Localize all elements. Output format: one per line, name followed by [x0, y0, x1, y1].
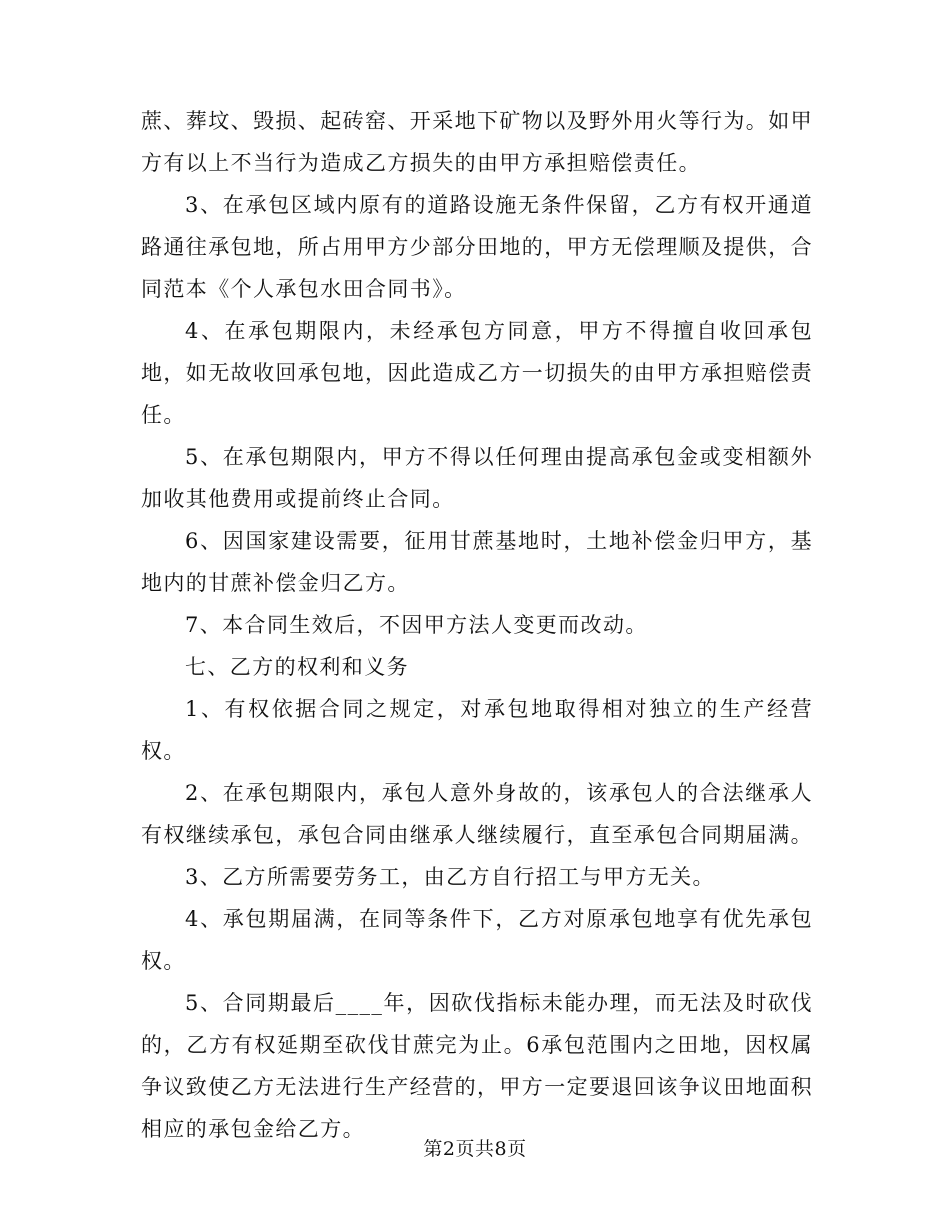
document-body [141, 100, 813, 1150]
paragraph-b-clause-5: 5、合同期最后____年，因砍伐指标未能办理，而无法及时砍伐的，乙方有权延期至砍伐甘蔗完为止。6承包范围内之田地，因权属争议致使乙方无法进行生产经营的，甲方一定要退回该争议田地面积相应的承包金给乙方。 [141, 991, 813, 1141]
paragraph-b-clause-1: 1、有权依据合同之规定，对承包地取得相对独立的生产经营权。 [141, 697, 813, 763]
paragraph-clause-5: 5、在承包期限内，甲方不得以任何理由提高承包金或变相额外加收其他费用或提前终止合同。 [141, 445, 813, 511]
paragraph-b-clause-2: 2、在承包期限内，承包人意外身故的，该承包人的合法继承人有权继续承包，承包合同由继承人继续履行，直至承包合同期届满。 [141, 781, 813, 847]
paragraph-b-clause-4: 4、承包期届满，在同等条件下，乙方对原承包地享有优先承包权。 [141, 907, 813, 973]
paragraph-b-clause-3: 3、乙方所需要劳务工，由乙方自行招工与甲方无关。 [185, 865, 715, 889]
page-number-footer: 第2页共8页 [423, 1138, 527, 1160]
paragraph-clause-6: 6、因国家建设需要，征用甘蔗基地时，土地补偿金归甲方，基地内的甘蔗补偿金归乙方。 [141, 529, 813, 595]
paragraph-clause-7: 7、本合同生效后，不因甲方法人变更而改动。 [185, 613, 648, 637]
paragraph-clause-3: 3、在承包区域内原有的道路设施无条件保留，乙方有权开通道路通往承包地，所占用甲方少部分田地的，甲方无偿理顺及提供，合同范本《个人承包水田合同书》。 [141, 193, 813, 301]
section-heading-party-b-rights: 七、乙方的权利和义务 [185, 655, 409, 679]
paragraph-clause-4: 4、在承包期限内，未经承包方同意，甲方不得擅自收回承包地，如无故收回承包地，因此造成乙方一切损失的由甲方承担赔偿责任。 [141, 319, 813, 427]
paragraph-continuation: 蔗、葬坟、毁损、起砖窑、开采地下矿物以及野外用火等行为。如甲方有以上不当行为造成乙方损失的由甲方承担赔偿责任。 [141, 109, 813, 175]
